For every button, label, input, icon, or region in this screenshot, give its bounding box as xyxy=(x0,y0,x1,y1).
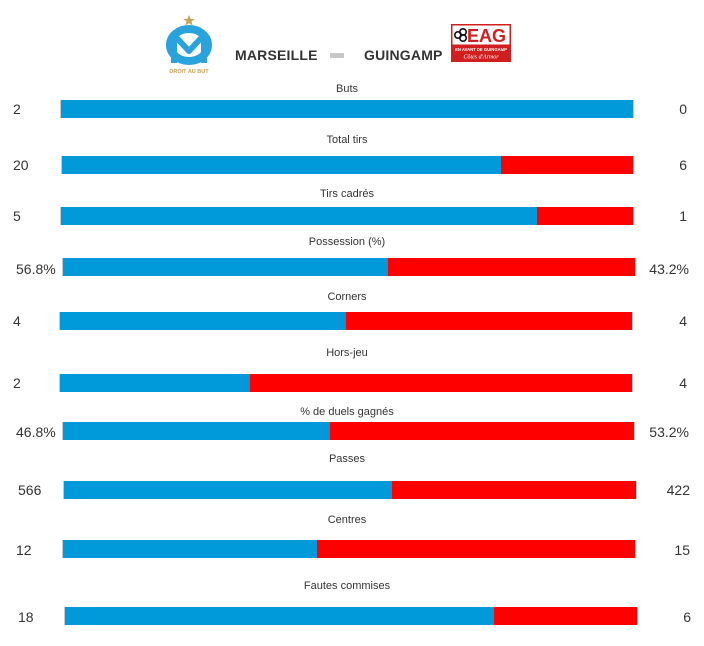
away-bar-segment xyxy=(494,607,637,625)
stat-bar xyxy=(60,207,634,225)
away-bar-segment xyxy=(388,258,635,276)
away-stat-value: 43.2% xyxy=(649,261,689,277)
home-bar-segment xyxy=(64,481,392,499)
eag-region: Côtes d'Armor xyxy=(463,54,499,61)
home-bar-segment xyxy=(60,374,250,392)
home-bar-segment xyxy=(63,540,317,558)
stat-label: Passes xyxy=(328,453,366,465)
eag-subtitle: EN AVANT DE GUINGAMP xyxy=(455,47,507,52)
away-stat-value: 422 xyxy=(666,482,690,498)
stat-bar xyxy=(63,481,637,499)
away-stat-value: 4 xyxy=(679,375,687,391)
home-stat-value: 18 xyxy=(18,609,34,625)
om-monogram-icon xyxy=(170,29,208,63)
home-bar-segment xyxy=(63,422,330,440)
away-bar-segment xyxy=(392,481,636,499)
home-stat-value: 2 xyxy=(13,375,21,391)
stat-label: Fautes commises xyxy=(303,580,391,592)
home-team-name: MARSEILLE xyxy=(235,47,318,63)
stat-label: Centres xyxy=(327,514,367,526)
away-bar-segment xyxy=(250,374,632,392)
home-bar-segment xyxy=(61,207,537,225)
home-bar-segment xyxy=(61,100,633,118)
eag-wordmark: EAG xyxy=(467,26,507,46)
stat-bar xyxy=(59,374,633,392)
away-stat-value: 1 xyxy=(679,208,687,224)
home-stat-value: 2 xyxy=(13,101,21,117)
away-bar-segment xyxy=(330,422,634,440)
home-stat-value: 5 xyxy=(13,208,21,224)
away-bar-segment xyxy=(537,207,633,225)
away-stat-value: 0 xyxy=(679,101,687,117)
stat-label: Hors-jeu xyxy=(326,347,368,359)
away-stat-value: 6 xyxy=(679,157,687,173)
stat-bar xyxy=(62,540,636,558)
stat-label: Possession (%) xyxy=(308,236,386,248)
home-stat-value: 4 xyxy=(13,313,21,329)
home-stat-value: 12 xyxy=(16,542,32,558)
versus-separator xyxy=(330,53,344,58)
away-stat-value: 15 xyxy=(674,542,690,558)
home-bar-segment xyxy=(63,258,388,276)
home-stat-value: 56.8% xyxy=(16,261,56,277)
home-stat-value: 566 xyxy=(18,482,42,498)
away-bar-segment xyxy=(317,540,635,558)
stat-label: Corners xyxy=(327,291,367,303)
stat-bar xyxy=(59,312,633,330)
home-bar-segment xyxy=(62,156,501,174)
stat-label: % de duels gagnés xyxy=(300,406,394,418)
star-icon xyxy=(183,15,195,26)
marseille-motto: DROIT AU BUT xyxy=(169,69,209,75)
home-stat-value: 46.8% xyxy=(16,424,56,440)
stat-bar xyxy=(61,156,634,174)
away-stat-value: 4 xyxy=(679,313,687,329)
away-bar-segment xyxy=(501,156,633,174)
stat-label: Total tirs xyxy=(326,134,368,146)
guingamp-logo xyxy=(451,24,511,62)
away-team-name: GUINGAMP xyxy=(364,47,443,63)
away-bar-segment xyxy=(346,312,632,330)
match-header xyxy=(0,0,704,86)
marseille-logo xyxy=(161,14,217,76)
away-stat-value: 53.2% xyxy=(649,424,689,440)
home-stat-value: 20 xyxy=(13,157,29,173)
home-bar-segment xyxy=(60,312,346,330)
stat-label: Tirs cadrés xyxy=(320,188,374,200)
home-bar-segment xyxy=(65,607,494,625)
away-stat-value: 6 xyxy=(683,609,691,625)
stat-bar xyxy=(62,258,636,276)
stat-bar xyxy=(64,607,638,625)
stat-bar xyxy=(60,100,634,118)
stat-bar xyxy=(62,422,635,440)
stat-label: Buts xyxy=(335,83,358,95)
